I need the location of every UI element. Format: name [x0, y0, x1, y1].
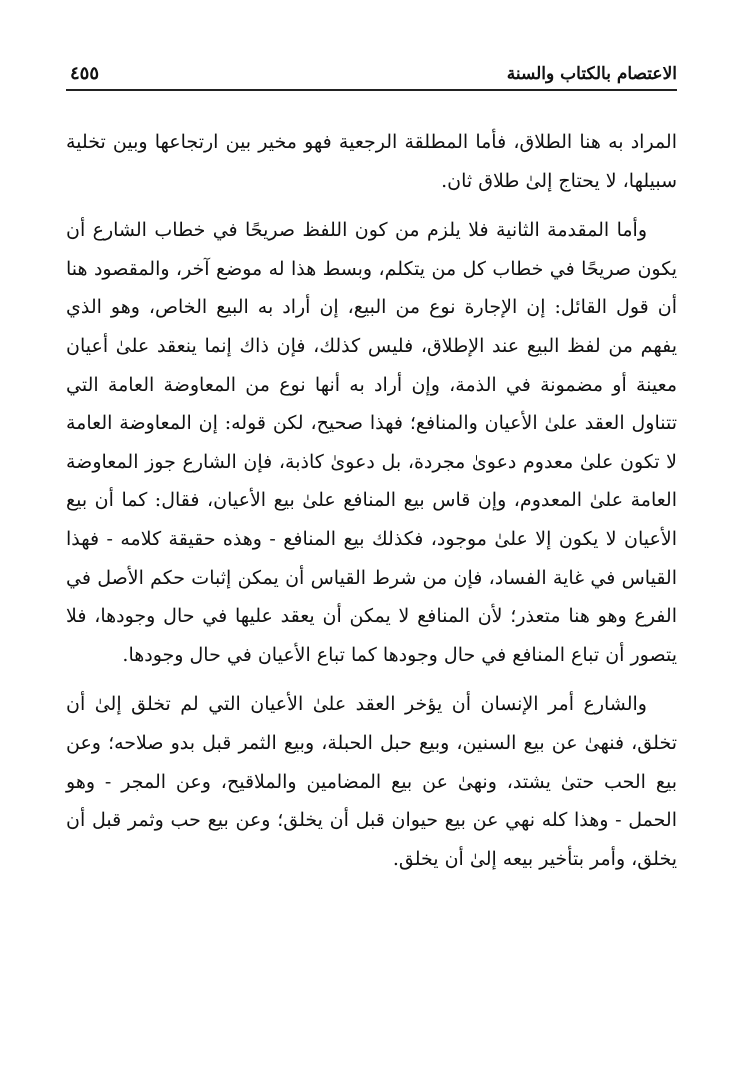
- running-header-title: الاعتصام بالكتاب والسنة: [506, 64, 677, 84]
- page-body-text: [66, 123, 677, 878]
- paragraph-3: والشارع أمر الإنسان أن يؤخر العقد علىٰ الأعيان التي لم تخلق إلىٰ أن تخلق، فنهىٰ عن بيع السنين، وبيع حبل الحبلة، وبيع الثمر قبل بدو صلاحه؛ وعن بيع الحب حتىٰ يشتد، ونهىٰ عن بيع المضامين والملاقيح، وعن المجر - وهو الحمل - وهذا كله نهي عن بيع حيوان قبل أن يخلق؛ وعن بيع حب وثمر قبل أن يخلق، وأمر بتأخير بيعه إلىٰ أن يخلق.: [66, 693, 677, 870]
- header-divider: [66, 89, 677, 91]
- running-header: [66, 62, 677, 90]
- paragraph-2: وأما المقدمة الثانية فلا يلزم من كون اللفظ صريحًا في خطاب الشارع أن يكون صريحًا في خطاب كل من يتكلم، وبسط هذا له موضع آخر، والمقصود هنا أن قول القائل: إن الإجارة نوع من البيع، إن أراد به البيع الخاص، وهو الذي يفهم من لفظ البيع عند الإطلاق، فليس كذلك، فإن ذاك إنما ينعقد علىٰ أعيان معينة أو مضمونة في الذمة، وإن أراد به أنها نوع من المعاوضة العامة التي تتناول العقد علىٰ الأعيان والمنافع؛ فهذا صحيح، لكن قوله: إن المعاوضة العامة لا تكون علىٰ معدوم دعوىٰ مجردة، بل دعوىٰ كاذبة، فإن الشارع جوز المعاوضة العامة علىٰ المعدوم، وإن قاس بيع المنافع علىٰ بيع الأعيان، فقال: كما أن بيع الأعيان لا يكون إلا علىٰ موجود، فكذلك بيع المنافع - وهذه حقيقة كلامه - فهذا القياس في غاية الفساد، فإن من شرط القياس أن يمكن إثبات حكم الأصل في الفرع وهو هنا متعذر؛ لأن المنافع لا يمكن أن يعقد عليها في حال وجودها، فلا يتصور أن تباع المنافع في حال وجودها كما تباع الأعيان في حال وجودها.: [66, 219, 677, 666]
- paragraph-1: المراد به هنا الطلاق، فأما المطلقة الرجعية فهو مخير بين ارتجاعها وبين تخلية سبيلها، لا يحتاج إلىٰ طلاق ثان.: [66, 131, 677, 192]
- page-number: ٤٥٥: [70, 63, 100, 84]
